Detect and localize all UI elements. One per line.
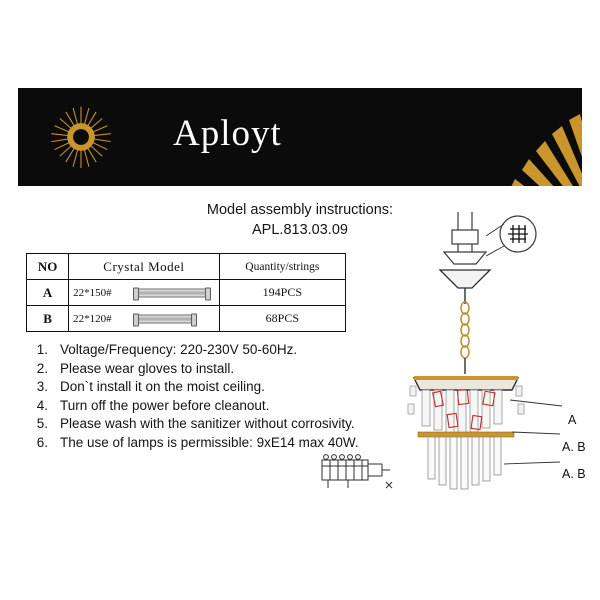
rod-cap-right-icon [205, 287, 211, 300]
callout-label-a: A [568, 413, 577, 427]
parts-table [26, 253, 346, 332]
table-header-row [27, 254, 346, 280]
model-number: APL.813.03.09 [252, 222, 348, 238]
column-header-no: NO [27, 254, 69, 280]
crystal-rod-icon [135, 288, 209, 297]
crystal-model-a [69, 280, 220, 306]
list-item-number: 6. [36, 434, 48, 450]
callout-label-ab-lower: A. B [562, 467, 586, 481]
chandelier-illustration-icon [400, 208, 590, 508]
list-item-number: 5. [36, 416, 48, 431]
sunburst-decoration-icon [362, 88, 582, 186]
list-item-text: Don`t install it on the moist ceiling. [60, 379, 265, 394]
callout-label-ab-upper: A. B [562, 440, 586, 454]
list-item [18, 416, 438, 431]
list-item-number: 3. [36, 379, 48, 394]
list-item-text: The use of lamps is permissible: 9xE14 max 40W. [60, 434, 359, 450]
brand-header [18, 88, 582, 186]
table-row [27, 306, 346, 332]
list-item [18, 435, 438, 450]
list-item-text: Voltage/Frequency: 220-230V 50-60Hz. [60, 342, 298, 357]
quantity-b: 68PCS [219, 306, 345, 332]
rod-cap-left-icon [133, 287, 139, 300]
column-header-crystal-model: Crystal Model [69, 254, 220, 280]
list-item [18, 398, 438, 413]
list-item-number: 2. [36, 360, 48, 376]
quantity-a: 194PCS [219, 280, 345, 306]
page-title: Model assembly instructions: [206, 202, 394, 218]
row-label-a: A [27, 280, 69, 306]
list-item [18, 361, 438, 376]
rod-cap-right-icon [191, 313, 197, 326]
instruction-list [18, 342, 438, 453]
terminal-block-wiring-icon [318, 452, 396, 494]
brand-name: Aployt [173, 113, 282, 154]
crystal-model-a-text: 22*150# [73, 286, 112, 299]
list-item [18, 379, 438, 394]
list-item-number: 4. [36, 397, 48, 413]
sunburst-logo-icon [48, 104, 114, 170]
rod-cap-left-icon [133, 313, 139, 326]
list-item-text: Please wash with the sanitizer without corrosivity. [60, 416, 355, 431]
row-label-b: B [27, 306, 69, 332]
crystal-model-b [69, 306, 220, 332]
column-header-quantity: Quantity/strings [219, 254, 345, 280]
list-item-text: Turn off the power before cleanout. [60, 397, 270, 413]
list-item-text: Please wear gloves to install. [60, 360, 235, 376]
table-row [27, 280, 346, 306]
crystal-model-b-text: 22*120# [73, 312, 112, 325]
list-item [18, 342, 438, 357]
crystal-rod-icon [135, 314, 195, 323]
list-item-number: 1. [36, 342, 48, 357]
